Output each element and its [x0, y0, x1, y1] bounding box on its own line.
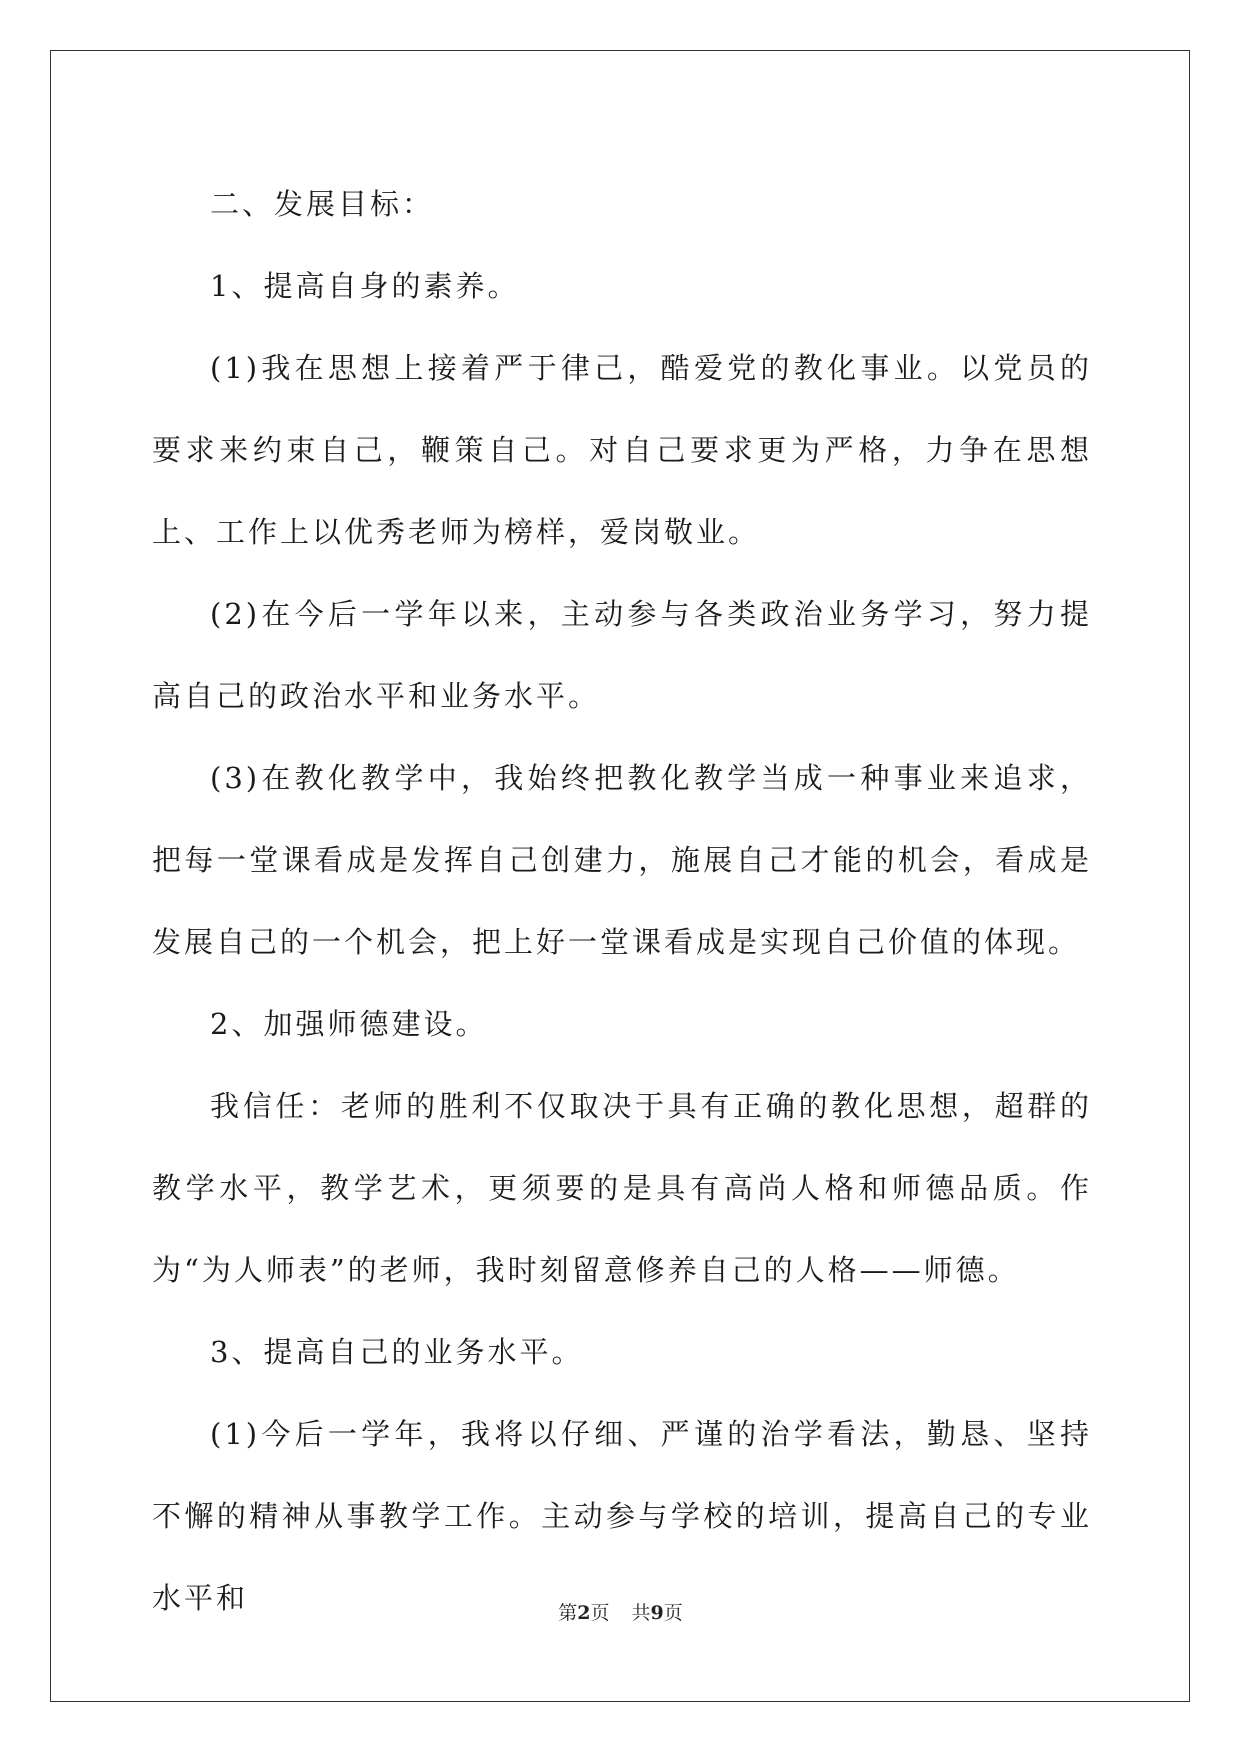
total-prefix: 共	[631, 1602, 651, 1624]
current-page-number: 2	[577, 1602, 591, 1624]
page-suffix: 页	[590, 1602, 610, 1624]
body-paragraph: (2)在今后一学年以来，主动参与各类政治业务学习，努力提高自己的政治水平和业务水平。	[152, 597, 1092, 713]
total-suffix: 页	[663, 1602, 683, 1624]
total-pages-number: 9	[650, 1602, 664, 1624]
body-paragraph: (3)在教化教学中，我始终把教化教学当成一种事业来追求，把每一堂课看成是发挥自己创建力，施展自己才能的机会，看成是发展自己的一个机会，把上好一堂课看成是实现自己价值的体现。	[152, 761, 1092, 959]
section-heading: 二、发展目标：	[210, 187, 435, 221]
subsection-heading: 3、提高自己的业务水平。	[210, 1335, 584, 1369]
body-paragraph: (1)今后一学年，我将以仔细、严谨的治学看法，勤恳、坚持不懈的精神从事教学工作。主动参与学校的培训，提高自己的专业水平和	[152, 1417, 1092, 1615]
page-footer	[0, 1598, 1241, 1625]
subsection-heading: 2、加强师德建设。	[210, 1007, 488, 1041]
document-body	[152, 163, 1092, 1639]
page-prefix: 第	[558, 1602, 578, 1624]
body-paragraph: 我信任：老师的胜利不仅取决于具有正确的教化思想，超群的教学水平，教学艺术，更须要的是具有高尚人格和师德品质。作为“为人师表”的老师，我时刻留意修养自己的人格——师德。	[152, 1089, 1092, 1287]
body-paragraph: (1)我在思想上接着严于律己，酷爱党的教化事业。以党员的要求来约束自己，鞭策自己。对自己要求更为严格，力争在思想上、工作上以优秀老师为榜样，爱岗敬业。	[152, 351, 1092, 549]
subsection-heading: 1、提高自身的素养。	[210, 269, 520, 303]
